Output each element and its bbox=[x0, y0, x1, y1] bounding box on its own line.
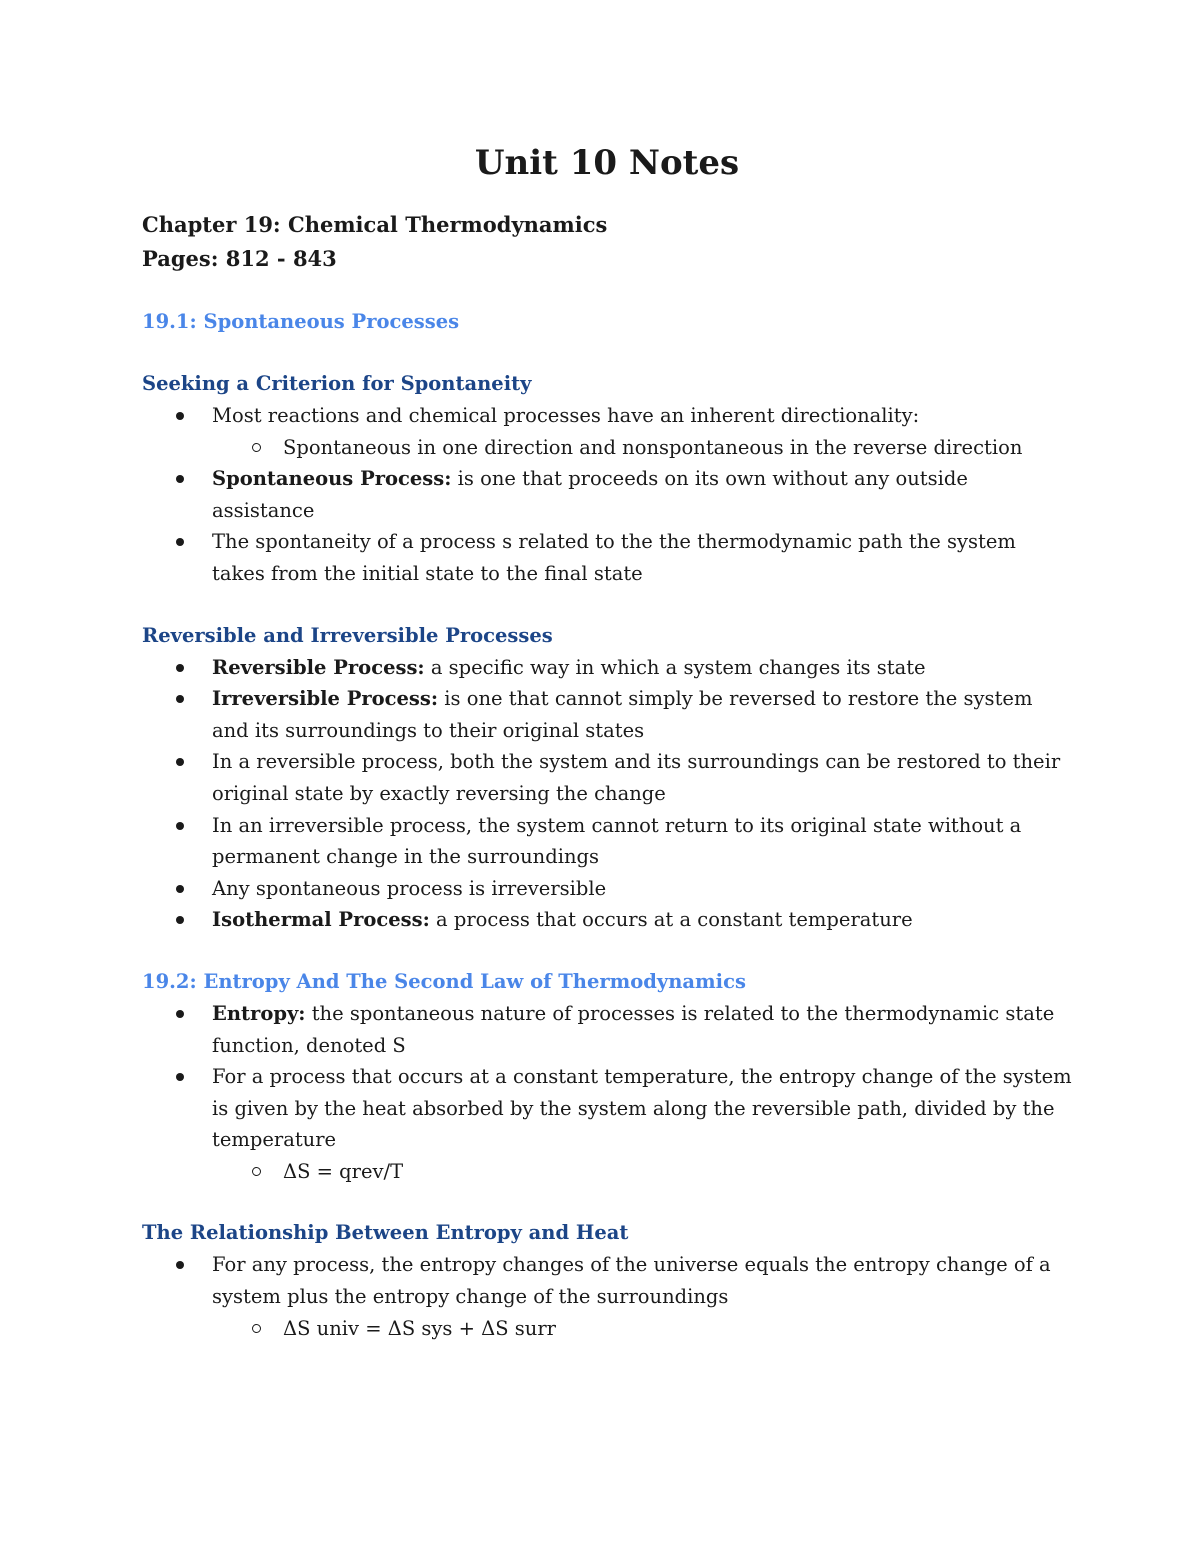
bullet-icon bbox=[176, 916, 184, 924]
bullet-icon bbox=[176, 885, 184, 893]
formula: ΔS = qrev/T bbox=[283, 1159, 404, 1183]
sub-list-item bbox=[142, 1313, 1072, 1345]
section-heading-19-1: 19.1: Spontaneous Processes bbox=[142, 310, 460, 333]
bullet-list bbox=[142, 652, 1072, 936]
sub-bullet-list bbox=[212, 1156, 1072, 1188]
term-label: Entropy: bbox=[212, 1001, 306, 1025]
subheading-reversible-processes: Reversible and Irreversible Processes bbox=[142, 623, 553, 647]
sub-bullet-list bbox=[212, 1313, 1072, 1345]
list-item: Isothermal Process: a process that occurs at a constant temperature bbox=[142, 904, 1072, 936]
pages-label: Pages: 812 - 843 bbox=[142, 246, 337, 271]
bullet-icon bbox=[176, 412, 184, 420]
chapter-label: Chapter 19: Chemical Thermodynamics bbox=[142, 212, 608, 237]
sub-list-item bbox=[142, 1156, 1072, 1188]
list-item: Any spontaneous process is irreversible bbox=[142, 873, 1072, 905]
list-item: For a process that occurs at a constant temperature, the entropy change of the system is given by the heat absorbed by the system along the reversible path, divided by the temperature ΔS = qrev/T bbox=[142, 1061, 1072, 1187]
term-label: Spontaneous Process: bbox=[212, 467, 452, 491]
term-label: Reversible Process: bbox=[212, 655, 425, 679]
hollow-bullet-icon bbox=[252, 1324, 261, 1333]
list-item: The spontaneity of a process s related to the the thermodynamic path the system takes from the initial state to the final state bbox=[142, 526, 1072, 589]
formula: ΔS univ = ΔS sys + ΔS surr bbox=[283, 1316, 556, 1340]
list-item: Reversible Process: a specific way in which a system changes its state bbox=[142, 652, 1072, 684]
bullet-icon bbox=[176, 758, 184, 766]
bullet-icon bbox=[176, 695, 184, 703]
bullet-icon bbox=[176, 1261, 184, 1269]
bullet-icon bbox=[176, 538, 184, 546]
list-item: In an irreversible process, the system cannot return to its original state without a permanent change in the surroundings bbox=[142, 810, 1072, 873]
term-label: Isothermal Process: bbox=[212, 908, 430, 932]
list-item: Irreversible Process: is one that cannot simply be reversed to restore the system and its surroundings to their original states bbox=[142, 683, 1072, 746]
hollow-bullet-icon bbox=[252, 443, 261, 452]
bullet-icon bbox=[176, 664, 184, 672]
document-page bbox=[142, 140, 1072, 1374]
bullet-list bbox=[142, 998, 1072, 1188]
bullet-icon bbox=[176, 1073, 184, 1081]
list-item: Spontaneous Process: is one that proceeds on its own without any outside assistance bbox=[142, 463, 1072, 526]
list-item: In a reversible process, both the system and its surroundings can be restored to their original state by exactly reversing the change bbox=[142, 746, 1072, 809]
list-item: For any process, the entropy changes of the universe equals the entropy change of a system plus the entropy change of the surroundings ΔS univ = ΔS sys + ΔS surr bbox=[142, 1249, 1072, 1344]
bullet-list bbox=[142, 1249, 1072, 1344]
list-item: Entropy: the spontaneous nature of processes is related to the thermodynamic state function, denoted S bbox=[142, 998, 1072, 1061]
bullet-icon bbox=[176, 1010, 184, 1018]
sub-bullet-list bbox=[212, 432, 1072, 464]
bullet-icon bbox=[176, 475, 184, 483]
bullet-icon bbox=[176, 822, 184, 830]
section-heading-19-2: 19.2: Entropy And The Second Law of Thermodynamics bbox=[142, 969, 746, 993]
page-title: Unit 10 Notes bbox=[474, 143, 740, 183]
subheading-entropy-heat: The Relationship Between Entropy and Heat bbox=[142, 1221, 629, 1245]
subheading-spontaneity-criterion: Seeking a Criterion for Spontaneity bbox=[142, 372, 532, 395]
hollow-bullet-icon bbox=[252, 1167, 261, 1176]
list-item: Most reactions and chemical processes have an inherent directionality: Spontaneous in one direction and nonspontaneous in the reverse direction bbox=[142, 400, 1072, 463]
bullet-list bbox=[142, 400, 1072, 590]
sub-list-item: Spontaneous in one direction and nonspontaneous in the reverse direction bbox=[142, 432, 1072, 464]
term-label: Irreversible Process: bbox=[212, 687, 439, 711]
